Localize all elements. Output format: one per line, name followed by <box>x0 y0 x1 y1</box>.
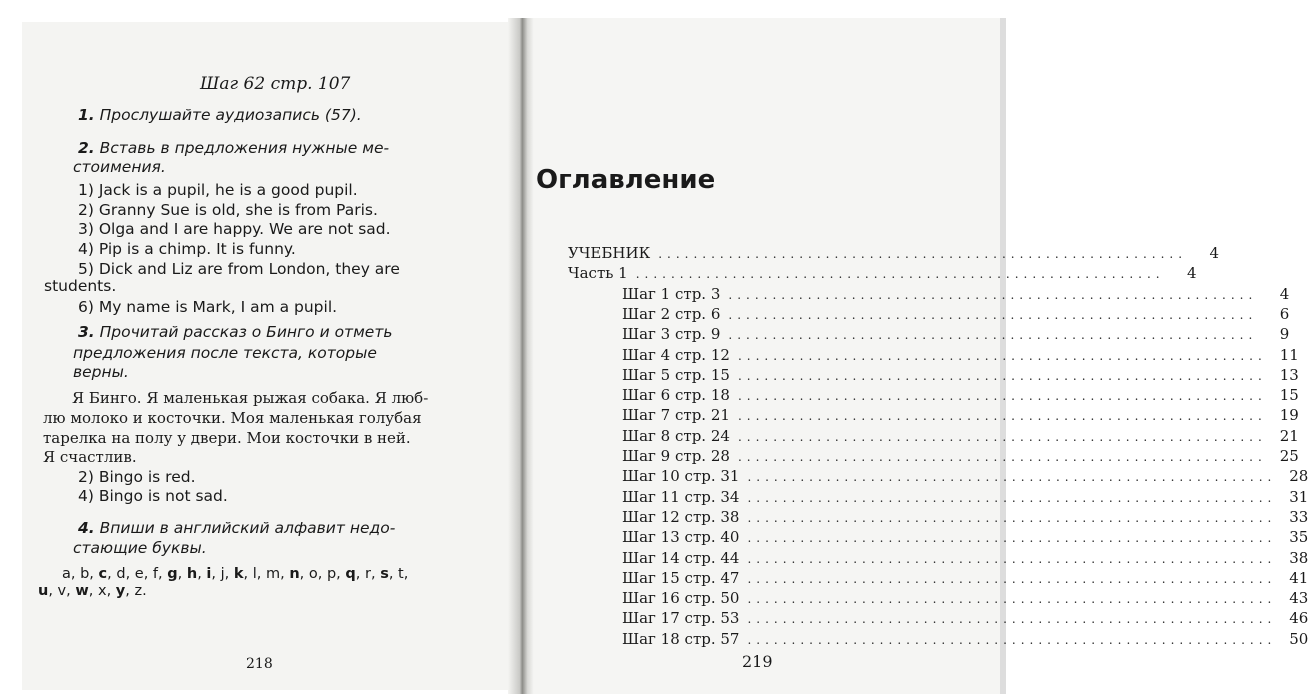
toc-entry-page: 43 <box>1289 589 1308 608</box>
toc-entry <box>622 304 1290 325</box>
toc-entry-label: Шаг 11 стр. 34 <box>622 487 740 506</box>
toc-entry-label: Шаг 9 стр. 28 <box>622 447 730 465</box>
toc-entry-label: Шаг 10 стр. 31 <box>622 467 740 486</box>
story-line-3: тарелка на полу у двери. Мои косточки в ней. <box>43 429 411 447</box>
alphabet-text: a, b, <box>62 566 99 582</box>
toc-entry-page: 15 <box>1279 386 1299 405</box>
toc-leader-dots: ............................................................ <box>747 510 1277 525</box>
toc-entry-label: Шаг 15 стр. 47 <box>622 568 740 587</box>
toc-entry-page: 19 <box>1279 406 1299 425</box>
sentence-4: 4) Pip is a chimp. It is funny. <box>78 240 296 258</box>
task-2-line2: стоимения. <box>73 158 166 176</box>
toc-entry <box>622 467 1308 487</box>
toc-entry <box>622 528 1308 548</box>
toc-entry-label: Часть 1 <box>568 264 628 283</box>
toc-entry-label: Шаг 3 стр. 9 <box>622 325 721 344</box>
toc-entry-label: Шаг 4 стр. 12 <box>622 345 730 364</box>
toc-entry-page: 31 <box>1289 487 1308 506</box>
book-gutter <box>508 18 534 694</box>
toc-entry-label: УЧЕБНИК <box>568 244 651 262</box>
toc-leader-dots: ............................................................ <box>747 612 1277 627</box>
toc-entry <box>622 325 1290 345</box>
alphabet-line-1 <box>62 566 408 582</box>
toc-entry <box>622 568 1308 589</box>
toc-leader-dots: ............................................................ <box>737 409 1267 424</box>
toc-entry <box>622 345 1299 366</box>
task-4-line2: стающие буквы. <box>73 539 207 557</box>
toc-entry-page: 41 <box>1289 568 1308 587</box>
toc-leader-dots: ............................................................ <box>737 389 1267 404</box>
toc-entry-label: Шаг 1 стр. 3 <box>622 284 721 303</box>
toc-entry <box>622 426 1299 447</box>
toc-entry-page: 25 <box>1279 447 1299 465</box>
task-4-text: Впиши в английский алфавит недо- <box>99 519 396 537</box>
alphabet-text: , r, <box>355 566 381 582</box>
toc-leader-dots: ............................................................ <box>747 571 1277 586</box>
story-line-4: Я счастлив. <box>43 448 137 466</box>
answer-2: 4) Bingo is not sad. <box>78 487 228 505</box>
filled-letter: y <box>115 583 126 599</box>
toc-title: Оглавление <box>536 165 716 195</box>
task-1 <box>78 106 362 124</box>
toc-entry-page: 33 <box>1289 507 1308 526</box>
filled-letter: c <box>98 566 108 582</box>
toc-entry <box>622 629 1308 650</box>
filled-letter: g <box>167 566 178 582</box>
toc-entry <box>622 548 1308 569</box>
toc-entry-label: Шаг 17 стр. 53 <box>622 609 740 628</box>
toc-entry-page: 38 <box>1289 548 1308 567</box>
sentence-2: 2) Granny Sue is old, she is from Paris. <box>78 201 378 219</box>
toc-entry-page: 50 <box>1289 629 1308 648</box>
page-number-right: 219 <box>742 652 773 671</box>
toc-entry-page: 6 <box>1279 304 1290 323</box>
toc-leader-dots: ............................................................ <box>747 551 1277 566</box>
filled-letter: h <box>186 566 198 582</box>
toc-leader-dots: ............................................................ <box>737 368 1267 383</box>
alphabet-text: , z. <box>125 583 147 599</box>
toc-entry-page: 11 <box>1279 345 1299 364</box>
filled-letter: s <box>380 566 389 582</box>
toc-entry <box>622 386 1299 406</box>
alphabet-text: , <box>197 566 207 582</box>
toc-entry <box>622 589 1308 609</box>
alphabet-line-2 <box>38 583 147 599</box>
toc-entry <box>622 284 1290 305</box>
task-4-line1 <box>78 519 395 537</box>
toc-leader-dots: ............................................................ <box>635 267 1165 282</box>
alphabet-text: , d, e, f, <box>107 566 168 582</box>
task-4-number: 4. <box>78 519 95 537</box>
toc-leader-dots: ............................................................ <box>737 450 1267 464</box>
toc-leader-dots: ............................................................ <box>747 592 1277 607</box>
page-number-left: 218 <box>246 656 273 672</box>
sentence-3: 3) Olga and I are happy. We are not sad. <box>78 220 391 238</box>
toc-entry <box>622 487 1308 508</box>
alphabet-text: , o, p, <box>299 566 346 582</box>
toc-entry-label: Шаг 5 стр. 15 <box>622 365 730 384</box>
sentence-5: 5) Dick and Liz are from London, they are <box>78 260 400 278</box>
task-3-number: 3. <box>78 323 95 341</box>
filled-letter: q <box>345 566 356 582</box>
task-3-line1 <box>78 323 392 341</box>
task-3-line3: верны. <box>73 363 129 381</box>
story-line-1: Я Бинго. Я маленькая рыжая собака. Я люб- <box>72 389 429 407</box>
task-1-text: Прослушайте аудиозапись (57). <box>99 106 362 124</box>
filled-letter: u <box>38 583 49 599</box>
toc-entry-page: 35 <box>1289 528 1308 547</box>
toc-entry-label: Шаг 14 стр. 44 <box>622 548 740 567</box>
toc-leader-dots: ............................................................ <box>737 429 1267 444</box>
toc-leader-dots: ............................................................ <box>658 247 1188 261</box>
answer-1: 2) Bingo is red. <box>78 468 196 486</box>
toc-entry-page: 46 <box>1289 609 1308 628</box>
task-3-line2: предложения после текста, которые <box>73 344 377 362</box>
toc-leader-dots: ............................................................ <box>747 632 1277 647</box>
toc-leader-dots: ............................................................ <box>728 307 1258 322</box>
toc-entry <box>622 507 1308 528</box>
alphabet-text: , v, <box>48 583 76 599</box>
toc-entry <box>622 609 1308 629</box>
toc-entry-label: Шаг 2 стр. 6 <box>622 304 721 323</box>
sentence-6: 6) My name is Mark, I am a pupil. <box>78 298 338 316</box>
toc-entry-label: Шаг 13 стр. 40 <box>622 528 740 547</box>
filled-letter: k <box>233 566 244 582</box>
toc-entry <box>622 365 1299 386</box>
toc-entry-page: 4 <box>1209 244 1220 262</box>
toc-entry-page: 9 <box>1279 325 1290 344</box>
filled-letter: i <box>206 566 212 582</box>
toc-entry-label: Шаг 8 стр. 24 <box>622 426 730 445</box>
toc-entry-page: 13 <box>1279 365 1299 384</box>
toc-entry-label: Шаг 16 стр. 50 <box>622 589 740 608</box>
toc-leader-dots: ............................................................ <box>747 490 1277 505</box>
task-1-number: 1. <box>78 106 95 124</box>
toc-entry-label: Шаг 18 стр. 57 <box>622 629 740 648</box>
toc-leader-dots: ............................................................ <box>728 287 1258 302</box>
alphabet-text: , j, <box>211 566 234 582</box>
story-line-2: лю молоко и косточки. Моя маленькая голубая <box>43 409 422 427</box>
alphabet-text: , x, <box>88 583 116 599</box>
task-2-text: Вставь в предложения нужные ме- <box>99 139 390 157</box>
toc-leader-dots: ............................................................ <box>737 348 1267 363</box>
toc-entry <box>622 406 1299 426</box>
toc-entry <box>568 244 1220 264</box>
filled-letter: w <box>75 583 89 599</box>
toc-entry-label: Шаг 12 стр. 38 <box>622 507 740 526</box>
task-2-number: 2. <box>78 139 95 157</box>
alphabet-text: , <box>177 566 187 582</box>
toc-entry-label: Шаг 6 стр. 18 <box>622 386 730 405</box>
toc-entry-page: 4 <box>1279 284 1290 303</box>
task-3-text: Прочитай рассказ о Бинго и отметь <box>99 323 393 341</box>
toc-entry <box>622 447 1299 467</box>
toc-leader-dots: ............................................................ <box>747 531 1277 546</box>
toc-leader-dots: ............................................................ <box>728 328 1258 343</box>
task-2-line1 <box>78 139 389 157</box>
toc-entry-page: 4 <box>1187 264 1197 283</box>
sentence-5-continued: students. <box>44 277 117 295</box>
toc-entry-page: 21 <box>1279 426 1299 445</box>
toc-entry <box>568 264 1197 284</box>
toc-entry-label: Шаг 7 стр. 21 <box>622 406 730 425</box>
page-header: Шаг 62 стр. 107 <box>200 74 351 94</box>
alphabet-text: , l, m, <box>243 566 290 582</box>
toc-leader-dots: ............................................................ <box>747 470 1277 485</box>
alphabet-text: , t, <box>388 566 409 582</box>
sentence-1: 1) Jack is a pupil, he is a good pupil. <box>78 181 358 199</box>
filled-letter: n <box>289 566 300 582</box>
toc-entry-page: 28 <box>1289 467 1308 486</box>
